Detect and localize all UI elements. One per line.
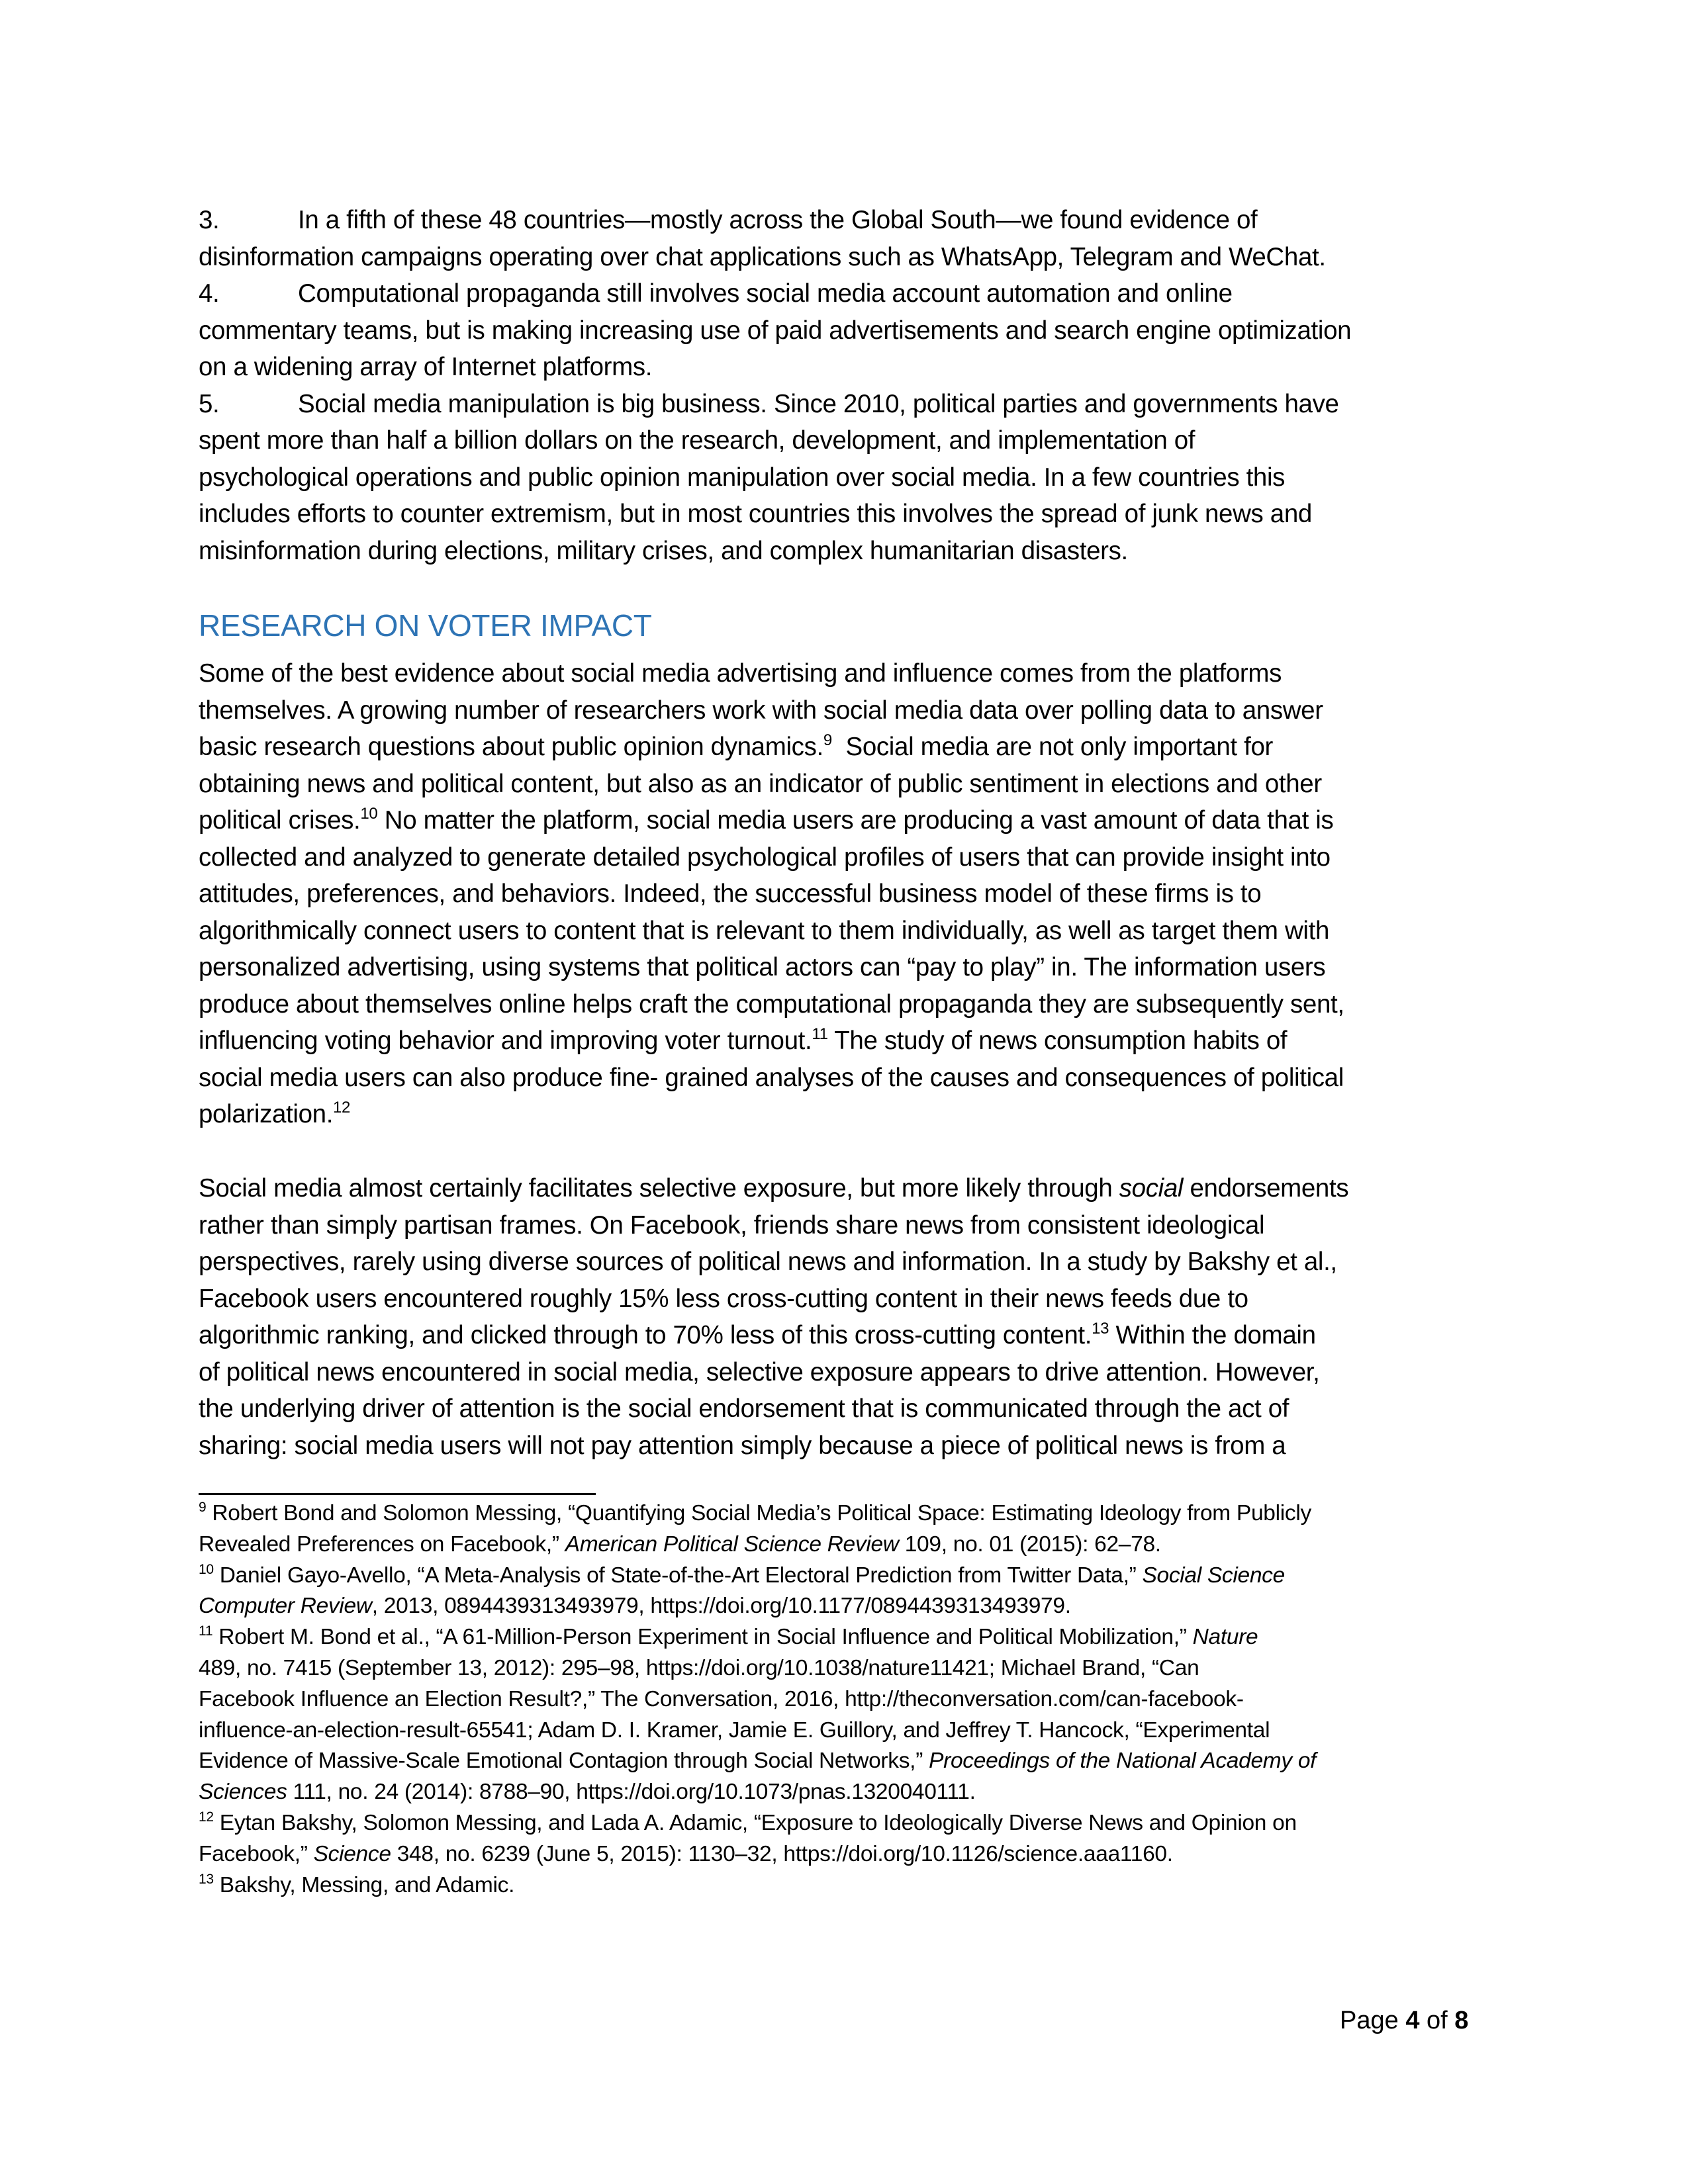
list-text: includes efforts to counter extremism, but in most countries this involves the spread of junk news and [199,500,1312,528]
paragraph-line: Facebook users encountered roughly 15% less cross-cutting content in their news feeds due to [199,1284,1248,1313]
list-number: 5. [199,389,220,418]
footnote-ref-13[interactable]: 13 [1092,1320,1109,1338]
paragraph-selective-exposure [199,1170,1496,1464]
paragraph-line: obtaining news and political content, but also as an indicator of public sentiment in elections and other [199,769,1322,798]
doi-link[interactable]: , 2013, 0894439313493979, https://doi.org/10.1177/0894439313493979. [371,1594,1071,1619]
list-number: 3. [199,206,220,234]
list-item-5 [199,386,1496,570]
paragraph-line: sharing: social media users will not pay attention simply because a piece of political news is from a [199,1431,1286,1460]
paragraph-line: polarization.$^{12}$ [199,1099,351,1128]
footnote-mark: 12 [199,1809,214,1825]
paragraph-line: of political news encountered in social media, selective exposure appears to drive attention. However, [199,1357,1320,1387]
footnote-ref-9[interactable]: 9 [823,731,832,749]
footnote-ref-11[interactable]: 11 [812,1025,828,1043]
list-text: commentary teams, but is making increasing use of paid advertisements and search engine optimization [199,316,1352,345]
list-text: spent more than half a billion dollars on the research, development, and implementation of [199,426,1196,455]
page-number: Page 4 of 8 [1340,2007,1469,2034]
list-text: In a fifth of these 48 countries—mostly across the Global South—we found evidence of [298,206,1258,234]
emphasis-social: social [1119,1174,1184,1203]
paragraph-line: political crises.$^{10}$ No matter the platform, social media users are producing a vast amount of data that is [199,805,1334,835]
current-page: 4 [1405,2007,1420,2034]
list-text: disinformation campaigns operating over chat applications such as WhatsApp, Telegram and WeChat. [199,242,1326,271]
footnote-9: $^9$ Robert Bond and Solomon Messing, “Quantifying Social Media’s Political Space: Estimating Ideology from Publicly Revealed Preferences on Facebook,” American Political Science Review 109, no. 01 (2015): 62–78. [199,1500,1311,1557]
paragraph-line: Some of the best evidence about social media advertising and influence comes from the platforms [199,659,1282,688]
footnote-line: influence-an-election-result-65541; Adam D. I. Kramer, Jamie E. Guillory, and Jeffrey T. Hancock, “Experimental [199,1717,1270,1743]
paragraph-line: algorithmically connect users to content that is relevant to them individually, as well as target them with [199,916,1330,945]
list-item-4 [199,275,1496,386]
list-text: Computational propaganda still involves social media account automation and online [298,279,1233,308]
list-text: Social media manipulation is big business. Since 2010, political parties and governments have [298,389,1339,418]
doi-link[interactable]: 111, no. 24 (2014): 8788–90, https://doi.org/10.1073/pnas.1320040111. [287,1780,976,1805]
list-number: 4. [199,279,220,308]
paragraph-line: influencing voting behavior and improving voter turnout.$^{11}$ The study of news consumption habits of [199,1025,1288,1055]
conversation-link[interactable]: Facebook Influence an Election Result?,” The Conversation, 2016, http://theconversation.com/can-facebook- [199,1686,1244,1711]
doi-link[interactable]: 348, no. 6239 (June 5, 2015): 1130–32, https://doi.org/10.1126/science.aaa1160. [391,1841,1173,1866]
paragraph-line: produce about themselves online helps craft the computational propaganda they are subsequently sent, [199,989,1344,1019]
paragraph-line: perspectives, rarely using diverse sources of political news and information. In a study by Bakshy et al., [199,1248,1337,1276]
paragraph-line: the underlying driver of attention is the social endorsement that is communicated through the act of [199,1394,1289,1423]
footnote-13: $^{13}$ Bakshy, Messing, and Adamic. [199,1871,515,1897]
section-heading: RESEARCH ON VOTER IMPACT [199,608,652,643]
footnote-ref-12[interactable]: 12 [333,1099,351,1116]
paragraph-line: collected and analyzed to generate detailed psychological profiles of users that can provide insight into [199,842,1331,872]
journal-title: Nature [1192,1625,1258,1650]
paragraph-line: basic research questions about public opinion dynamics.$^9$ Social media are not only important for [199,731,1273,761]
paragraph-line: social media users can also produce fine- grained analyses of the causes and consequences of political [199,1063,1344,1092]
journal-title: Computer Review [199,1594,372,1619]
journal-title: Social Science [1142,1563,1285,1588]
footnote-separator [199,1493,596,1495]
footnote-mark: 10 [199,1561,214,1577]
footnote-10: $^{10}$ Daniel Gayo-Avello, “A Meta-Analysis of State-of-the-Art Electoral Prediction from Twitter Data,” Social Science Computer Review, 2013, 0894439313493979, https://doi.org/10.1177/0894439313493979. [199,1561,1285,1619]
paragraph-line: personalized advertising, using systems that political actors can “pay to play” in. The information users [199,953,1326,981]
paragraph-voter-impact [199,655,1496,1133]
list-text: on a widening array of Internet platforms. [199,353,653,381]
paragraph-line: Social media almost certainly facilitates selective exposure, but more likely through social endorsements [199,1174,1349,1203]
findings-list [199,202,1496,569]
footnote-mark: 11 [199,1623,213,1639]
footnote-11: $^{11}$ Robert M. Bond et al., “A 61-Million-Person Experiment in Social Influence and Political Mobilization,” Nature 489, no. 7415 (September 13, 2012): 295–98, https://doi.org/10.1038/nature11421; Michael Brand, “Can Facebook Influence an Election Result?,” The Conversation, 2016, http://theconversation.com/can-facebook- influence-an-election-result-65541; Adam D. I. Kramer, Jamie E. Guillory, and Jeffrey T. Hancock, “Experimental Evidence of Massive-Scale Emotional Contagion through Social Networks,” Proceedings of the National Academy of Sciences 111, no. 24 (2014): 8788–90, https://doi.org/10.1073/pnas.1320040111. [199,1622,1496,1808]
journal-title: Proceedings of the National Academy of [929,1749,1317,1774]
total-pages: 8 [1454,2007,1469,2034]
paragraph-line: attitudes, preferences, and behaviors. Indeed, the successful business model of these firms is to [199,880,1262,908]
journal-title: Sciences [199,1780,287,1805]
paragraph-line: algorithmic ranking, and clicked through to 70% less of this cross-cutting content.$^{13}$ Within the domain [199,1320,1316,1349]
list-text: misinformation during elections, military crises, and complex humanitarian disasters. [199,536,1128,565]
footnote-ref-10[interactable]: 10 [360,805,378,823]
paragraph-line: themselves. A growing number of researchers work with social media data over polling data to answer [199,696,1323,725]
footnote-12: $^{12}$ Eytan Bakshy, Solomon Messing, and Lada A. Adamic, “Exposure to Ideologically Diverse News and Opinion on Facebook,” Science 348, no. 6239 (June 5, 2015): 1130–32, https://doi.org/10.1126/science.aaa1160. [199,1809,1297,1866]
journal-title: American Political Science Review [565,1531,899,1557]
list-text: psychological operations and public opinion manipulation over social media. In a few countries this [199,463,1286,492]
list-item-3 [199,202,1496,275]
footnotes [199,1498,1496,1901]
doi-link[interactable]: 489, no. 7415 (September 13, 2012): 295–98, https://doi.org/10.1038/nature11421; Michael Brand, “Can [199,1655,1199,1680]
paragraph-line: rather than simply partisan frames. On Facebook, friends share news from consistent ideological [199,1210,1265,1240]
journal-title: Science [313,1841,391,1866]
footnote-mark: 9 [199,1500,207,1515]
footnote-mark: 13 [199,1871,214,1887]
